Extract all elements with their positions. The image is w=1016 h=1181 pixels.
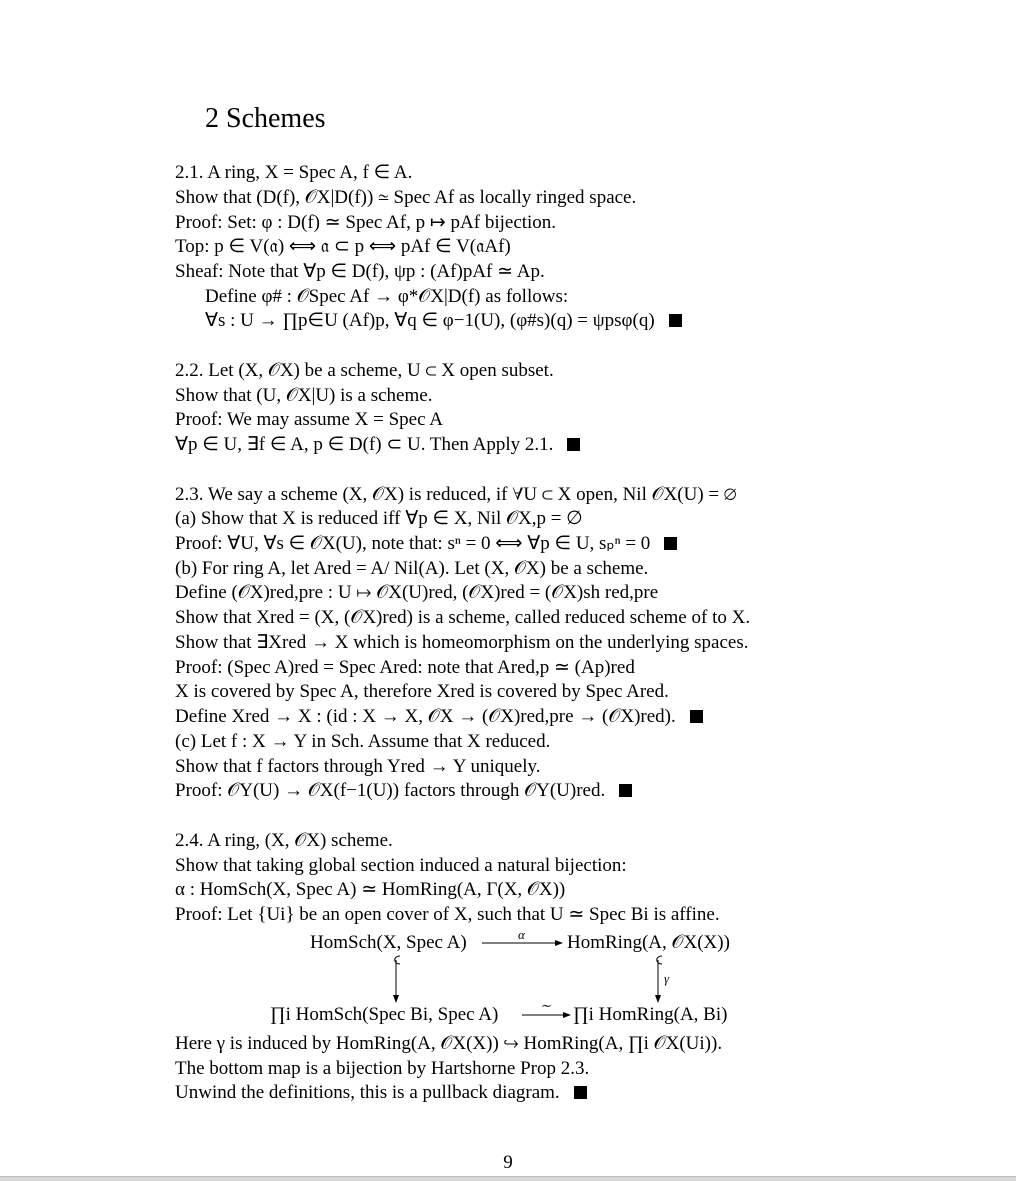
text-line: Top: p ∈ V(𝔞) ⟺ 𝔞 ⊂ p ⟺ pAf ∈ V(𝔞Af)	[175, 236, 511, 257]
text-line: Show that (D(f), 𝒪X|D(f)) ≃ Spec Af as locally ringed space.	[175, 187, 637, 208]
qed-square-icon	[574, 1086, 587, 1099]
text-line: Proof: Let {Ui} be an open cover of X, such that U ≃ Spec Bi is affine.	[175, 904, 720, 925]
text-line-with-qed	[175, 705, 703, 729]
text-line: Proof: ∀U, ∀s ∈ 𝒪X(U), note that: sⁿ = 0 ⟺ ∀p ∈ U, sₚⁿ = 0	[175, 533, 651, 554]
tilde-label: ∼	[540, 998, 551, 1013]
qed-square-icon	[619, 784, 632, 797]
text-line: Show that (U, 𝒪X|U) is a scheme.	[175, 385, 433, 406]
top-arrow-head	[555, 940, 563, 946]
text-line-with-qed	[205, 309, 682, 333]
text-line: Define (𝒪X)red,pre : U ↦ 𝒪X(U)red, (𝒪X)red = (𝒪X)sh red,pre	[175, 582, 659, 603]
diagram-bottom-left: ∏i HomSch(Spec Bi, Spec A)	[270, 1004, 499, 1025]
text-line: Show that ∃Xred → X which is homeomorphism on the underlying spaces.	[175, 632, 749, 653]
text-line-with-qed	[175, 433, 580, 457]
text-line: Proof: Set: φ : D(f) ≃ Spec Af, p ↦ pAf bijection.	[175, 212, 557, 233]
right-arrow-head	[655, 995, 661, 1003]
qed-square-icon	[690, 710, 703, 723]
gamma-label: γ	[664, 971, 670, 986]
text-line: Sheaf: Note that ∀p ∈ D(f), ψp : (Af)pAf ≃ Ap.	[175, 261, 545, 282]
exercise-2-4-heading: 2.4. A ring, (X, 𝒪X) scheme.	[175, 830, 393, 851]
text-line: ∀s : U → ∏p∈U (Af)p, ∀q ∈ φ−1(U), (φ#s)(q) = ψpsφ(q)	[205, 310, 655, 331]
text-line: Show that Xred = (X, (𝒪X)red) is a scheme, called reduced scheme of to X.	[175, 607, 751, 628]
page-number: 9	[503, 1152, 513, 1173]
text-line-with-qed	[175, 779, 632, 803]
text-line: Unwind the definitions, this is a pullback diagram.	[175, 1082, 560, 1103]
diagram-top-right: HomRing(A, 𝒪X(X))	[567, 932, 730, 953]
text-line: (a) Show that X is reduced iff ∀p ∈ X, Nil 𝒪X,p = ∅	[175, 508, 583, 529]
text-line: (c) Let f : X → Y in Sch. Assume that X reduced.	[175, 731, 551, 752]
text-line: Show that f factors through Yred → Y uniquely.	[175, 756, 541, 777]
text-line: Show that taking global section induced a natural bijection:	[175, 855, 627, 876]
page-bottom-edge	[0, 1176, 1016, 1181]
text-line: Here γ is induced by HomRing(A, 𝒪X(X)) ↪ HomRing(A, ∏i 𝒪X(Ui)).	[175, 1033, 723, 1054]
text-line: (b) For ring A, let Ared = A/ Nil(A). Let (X, 𝒪X) be a scheme.	[175, 558, 649, 579]
text-line: Proof: (Spec A)red = Spec Ared: note that Ared,p ≃ (Ap)red	[175, 657, 635, 678]
text-line: Proof: We may assume X = Spec A	[175, 409, 443, 430]
exercise-2-1-heading: 2.1. A ring, X = Spec A, f ∈ A.	[175, 162, 413, 183]
diagram-bottom-right: ∏i HomRing(A, Bi)	[573, 1004, 728, 1025]
section-title: 2 Schemes	[205, 103, 326, 134]
text-line: Define Xred → X : (id : X → X, 𝒪X → (𝒪X)red,pre → (𝒪X)red).	[175, 706, 676, 727]
left-arrow-head	[393, 995, 399, 1003]
text-line-with-qed	[175, 532, 677, 556]
qed-square-icon	[567, 438, 580, 451]
qed-square-icon	[669, 314, 682, 327]
diagram-top-left: HomSch(X, Spec A)	[310, 932, 467, 953]
text-line: X is covered by Spec A, therefore Xred is covered by Spec Ared.	[175, 681, 669, 702]
qed-square-icon	[664, 537, 677, 550]
text-line: Define φ# : 𝒪Spec Af → φ*𝒪X|D(f) as follows:	[205, 286, 569, 307]
exercise-2-2-heading: 2.2. Let (X, 𝒪X) be a scheme, U ⊂ X open subset.	[175, 360, 554, 381]
text-line: Proof: 𝒪Y(U) → 𝒪X(f−1(U)) factors through 𝒪Y(U)red.	[175, 780, 606, 801]
text-line-with-qed	[175, 1081, 587, 1105]
text-line: The bottom map is a bijection by Hartshorne Prop 2.3.	[175, 1058, 590, 1079]
commutative-diagram	[260, 927, 780, 1030]
alpha-label: α	[518, 927, 525, 942]
bottom-arrow-head	[563, 1012, 571, 1018]
text-line: ∀p ∈ U, ∃f ∈ A, p ∈ D(f) ⊂ U. Then Apply 2.1.	[175, 434, 554, 455]
exercise-2-3-heading: 2.3. We say a scheme (X, 𝒪X) is reduced, if ∀U ⊂ X open, Nil 𝒪X(U) = ∅	[175, 484, 737, 505]
text-line: α : HomSch(X, Spec A) ≃ HomRing(A, Γ(X, 𝒪X))	[175, 879, 566, 900]
